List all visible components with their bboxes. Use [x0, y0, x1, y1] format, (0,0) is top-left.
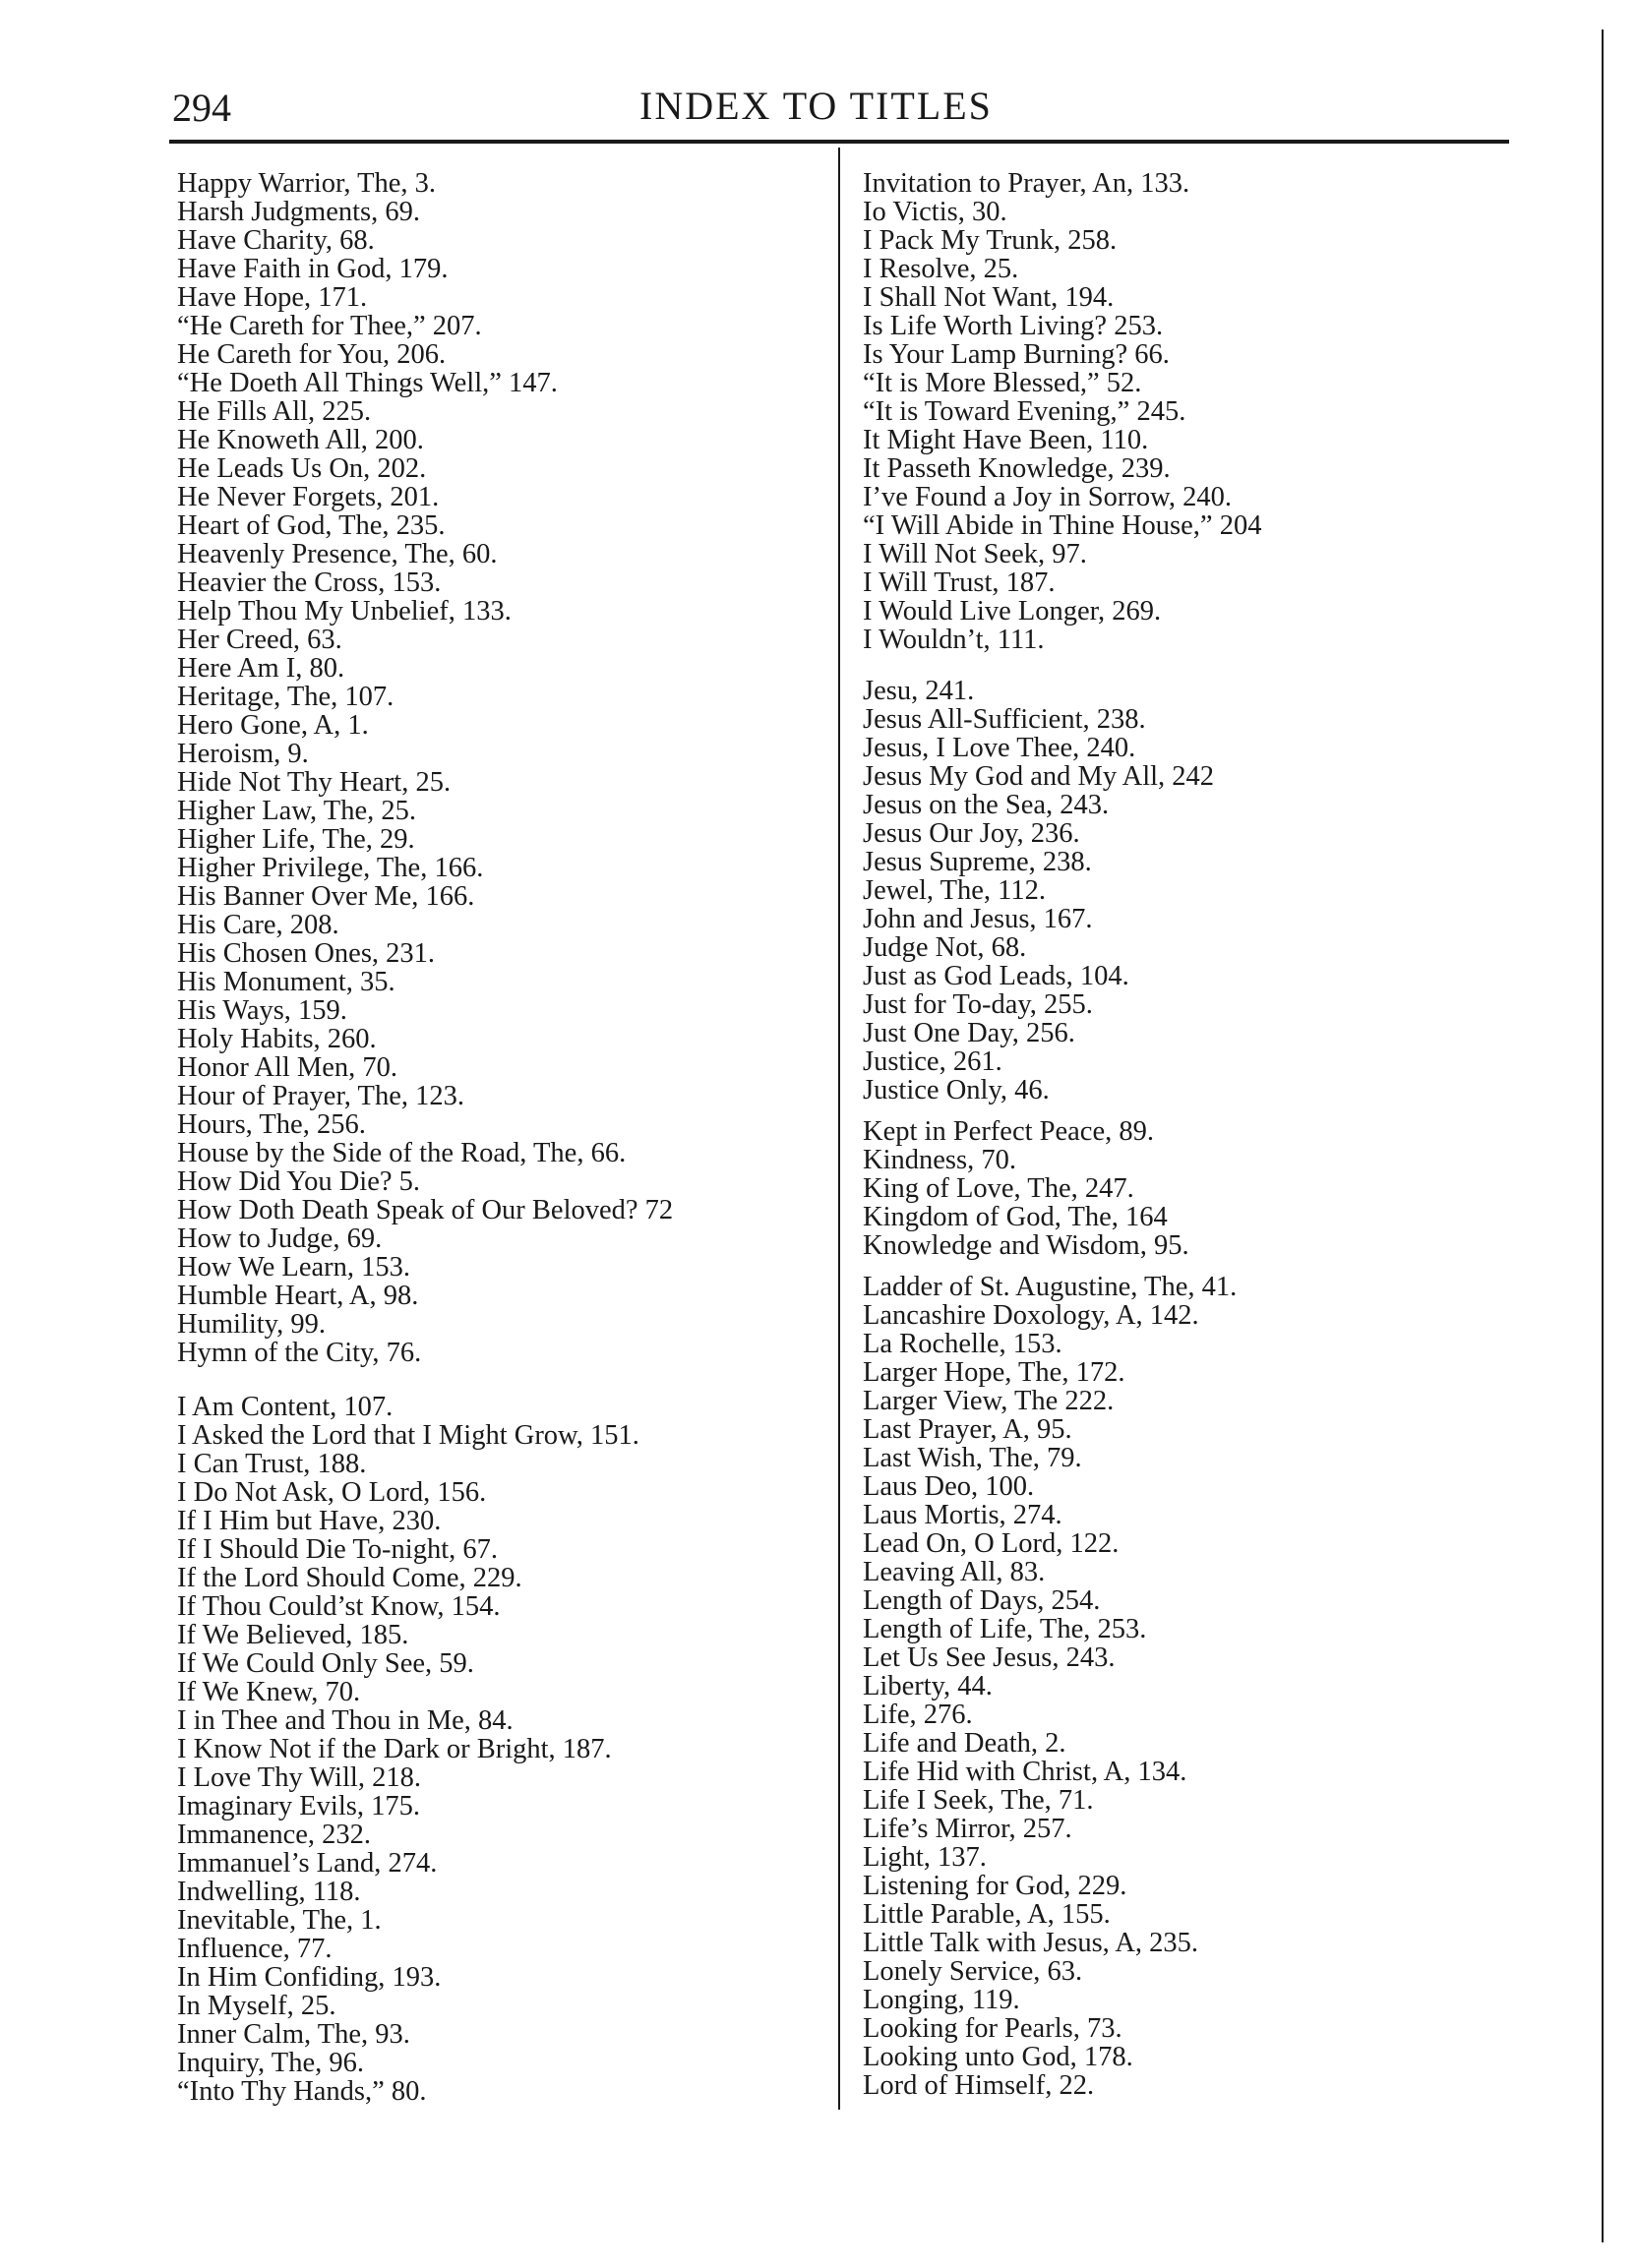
group-spacer — [177, 1367, 826, 1393]
index-entry: I Shall Not Want, 194. — [863, 282, 1115, 313]
index-group-j — [863, 677, 1512, 1104]
index-entry: Indwelling, 118. — [177, 1877, 361, 1907]
index-entry: Jesus on the Sea, 243. — [863, 790, 1110, 820]
index-entry: “He Doeth All Things Well,” 147. — [177, 368, 558, 398]
index-entry: Higher Law, The, 25. — [177, 796, 416, 826]
index-entry: Ladder of St. Augustine, The, 41. — [863, 1272, 1238, 1302]
index-entry: Jesus My God and My All, 242 — [863, 761, 1215, 792]
index-entry: If We Believed, 185. — [177, 1620, 409, 1650]
index-entry: “He Careth for Thee,” 207. — [177, 311, 482, 341]
index-entry: Larger View, The 222. — [863, 1386, 1115, 1416]
index-entry: Let Us See Jesus, 243. — [863, 1642, 1116, 1673]
index-entry: Jesus Our Joy, 236. — [863, 818, 1080, 849]
index-entry: House by the Side of the Road, The, 66. — [177, 1138, 627, 1168]
index-entry: Longing, 119. — [863, 1985, 1020, 2015]
index-entry: “It is More Blessed,” 52. — [863, 368, 1142, 398]
index-entry: Little Talk with Jesus, A, 235. — [863, 1928, 1199, 1958]
index-entry: I Am Content, 107. — [177, 1392, 394, 1422]
index-entry: Jesus All-Sufficient, 238. — [863, 704, 1146, 735]
index-entry: Jesus Supreme, 238. — [863, 847, 1092, 877]
index-entry: Hour of Prayer, The, 123. — [177, 1081, 464, 1111]
index-group-i — [177, 1393, 826, 2106]
index-entry: I Know Not if the Dark or Bright, 187. — [177, 1734, 612, 1764]
index-entry: “I Will Abide in Thine House,” 204 — [863, 510, 1262, 541]
index-entry: I Can Trust, 188. — [177, 1449, 367, 1479]
index-entry: If I Him but Have, 230. — [177, 1506, 442, 1536]
index-entry: Jesus, I Love Thee, 240. — [863, 733, 1136, 763]
index-entry: I Will Trust, 187. — [863, 567, 1056, 598]
index-entry: I Resolve, 25. — [863, 254, 1019, 284]
index-entry: Just for To-day, 255. — [863, 989, 1093, 1020]
index-entry: If Thou Could’st Know, 154. — [177, 1591, 501, 1622]
index-entry: Kingdom of God, The, 164 — [863, 1202, 1168, 1232]
index-entry: “It is Toward Evening,” 245. — [863, 396, 1186, 427]
index-entry: He Never Forgets, 201. — [177, 482, 440, 512]
index-entry: Inevitable, The, 1. — [177, 1905, 382, 1936]
index-entry: Last Wish, The, 79. — [863, 1443, 1082, 1473]
index-entry: Help Thou My Unbelief, 133. — [177, 596, 512, 627]
index-entry: Length of Days, 254. — [863, 1585, 1101, 1616]
header-rule — [169, 140, 1509, 144]
index-entry: Have Hope, 171. — [177, 282, 368, 313]
index-entry: Is Life Worth Living? 253. — [863, 311, 1164, 341]
index-entry: How to Judge, 69. — [177, 1224, 383, 1254]
index-entry: Immanence, 232. — [177, 1820, 372, 1850]
index-entry: Here Am I, 80. — [177, 653, 345, 684]
index-entry: Life, 276. — [863, 1700, 973, 1730]
index-entry: If the Lord Should Come, 229. — [177, 1563, 522, 1593]
index-entry: It Might Have Been, 110. — [863, 425, 1149, 455]
index-entry: Last Prayer, A, 95. — [863, 1414, 1072, 1445]
index-entry: Lonely Service, 63. — [863, 1956, 1083, 1987]
index-entry: Judge Not, 68. — [863, 932, 1027, 963]
index-entry: Invitation to Prayer, An, 133. — [863, 168, 1190, 199]
index-entry: Hours, The, 256. — [177, 1109, 366, 1140]
group-spacer — [863, 654, 1512, 677]
index-entry: Heavenly Presence, The, 60. — [177, 539, 498, 569]
index-entry: Heavier the Cross, 153. — [177, 567, 442, 598]
index-entry: Higher Life, The, 29. — [177, 824, 415, 855]
index-entry: If We Knew, 70. — [177, 1677, 361, 1707]
index-group-h — [177, 169, 826, 1367]
index-entry: Light, 137. — [863, 1842, 987, 1873]
index-entry: Happy Warrior, The, 3. — [177, 168, 437, 199]
index-entry: Listening for God, 229. — [863, 1871, 1127, 1901]
index-entry: I Wouldn’t, 111. — [863, 625, 1045, 655]
index-entry: John and Jesus, 167. — [863, 904, 1093, 934]
index-entry: Life’s Mirror, 257. — [863, 1814, 1072, 1844]
index-entry: In Myself, 25. — [177, 1991, 336, 2021]
index-entry: Influence, 77. — [177, 1934, 333, 1964]
index-entry: Inner Calm, The, 93. — [177, 2019, 410, 2050]
index-entry: If We Could Only See, 59. — [177, 1648, 474, 1679]
index-entry: Life Hid with Christ, A, 134. — [863, 1757, 1187, 1787]
index-group-k — [863, 1117, 1512, 1260]
index-entry: I Do Not Ask, O Lord, 156. — [177, 1477, 487, 1508]
index-entry: In Him Confiding, 193. — [177, 1962, 442, 1993]
index-entry: He Fills All, 225. — [177, 396, 372, 427]
index-entry: Heroism, 9. — [177, 739, 309, 769]
index-entry: Holy Habits, 260. — [177, 1024, 377, 1054]
index-entry: Lancashire Doxology, A, 142. — [863, 1300, 1199, 1331]
index-entry: Heart of God, The, 235. — [177, 510, 446, 541]
index-entry: Kept in Perfect Peace, 89. — [863, 1116, 1154, 1147]
index-entry: Harsh Judgments, 69. — [177, 197, 420, 227]
index-entry: Little Parable, A, 155. — [863, 1899, 1111, 1930]
index-entry: He Leads Us On, 202. — [177, 453, 427, 484]
index-entry: Jewel, The, 112. — [863, 875, 1047, 906]
index-entry: Imaginary Evils, 175. — [177, 1791, 420, 1821]
index-entry: Immanuel’s Land, 274. — [177, 1848, 438, 1879]
index-entry: Humble Heart, A, 98. — [177, 1281, 419, 1311]
page-number: 294 — [172, 86, 231, 130]
index-entry: Have Faith in God, 179. — [177, 254, 449, 284]
index-entry: Humility, 99. — [177, 1309, 326, 1340]
index-entry: Inquiry, The, 96. — [177, 2048, 364, 2078]
index-entry: La Rochelle, 153. — [863, 1329, 1062, 1359]
index-entry: Justice, 261. — [863, 1046, 1002, 1077]
index-entry: Hero Gone, A, 1. — [177, 710, 369, 741]
index-entry: How We Learn, 153. — [177, 1252, 410, 1283]
index-entry: Io Victis, 30. — [863, 197, 1007, 227]
index-entry: His Care, 208. — [177, 910, 339, 940]
column-divider — [838, 148, 840, 2110]
index-entry: “Into Thy Hands,” 80. — [177, 2076, 427, 2107]
index-entry: Just One Day, 256. — [863, 1018, 1075, 1048]
index-entry: I Would Live Longer, 269. — [863, 596, 1162, 627]
index-entry: He Knoweth All, 200. — [177, 425, 424, 455]
index-entry: I Love Thy Will, 218. — [177, 1762, 421, 1793]
index-entry: Kindness, 70. — [863, 1145, 1016, 1175]
index-entry: Hymn of the City, 76. — [177, 1338, 422, 1368]
index-entry: Life I Seek, The, 71. — [863, 1785, 1094, 1816]
index-entry: Looking unto God, 178. — [863, 2042, 1133, 2072]
index-entry: I Asked the Lord that I Might Grow, 151. — [177, 1420, 639, 1451]
index-entry: He Careth for You, 206. — [177, 339, 447, 370]
index-entry: It Passeth Knowledge, 239. — [863, 453, 1171, 484]
index-entry: Length of Life, The, 253. — [863, 1614, 1147, 1644]
page-title: INDEX TO TITLES — [639, 84, 993, 128]
index-entry: Knowledge and Wisdom, 95. — [863, 1230, 1189, 1261]
index-entry: Larger Hope, The, 172. — [863, 1357, 1125, 1388]
index-entry: Lord of Himself, 22. — [863, 2070, 1095, 2101]
index-entry: Jesu, 241. — [863, 676, 975, 706]
left-column — [177, 169, 826, 2106]
index-entry: Have Charity, 68. — [177, 225, 375, 256]
index-entry: Her Creed, 63. — [177, 625, 342, 655]
index-entry: I Will Not Seek, 97. — [863, 539, 1087, 569]
index-entry: Honor All Men, 70. — [177, 1052, 398, 1083]
index-entry: His Monument, 35. — [177, 967, 395, 997]
index-entry: Laus Mortis, 274. — [863, 1500, 1062, 1530]
index-entry: I’ve Found a Joy in Sorrow, 240. — [863, 482, 1232, 512]
index-entry: Lead On, O Lord, 122. — [863, 1528, 1120, 1559]
right-margin-line — [1602, 30, 1604, 2242]
index-entry: I Pack My Trunk, 258. — [863, 225, 1118, 256]
index-entry: If I Should Die To-night, 67. — [177, 1534, 498, 1565]
index-entry: King of Love, The, 247. — [863, 1173, 1134, 1204]
index-entry: Just as God Leads, 104. — [863, 961, 1129, 991]
index-entry: Higher Privilege, The, 166. — [177, 853, 484, 883]
index-entry: Liberty, 44. — [863, 1671, 993, 1701]
index-entry: Hide Not Thy Heart, 25. — [177, 767, 452, 798]
index-entry: His Ways, 159. — [177, 995, 347, 1026]
index-entry: How Did You Die? 5. — [177, 1166, 421, 1197]
index-entry: Life and Death, 2. — [863, 1728, 1066, 1759]
index-entry: His Banner Over Me, 166. — [177, 881, 475, 912]
index-entry: His Chosen Ones, 231. — [177, 938, 436, 969]
index-entry: Looking for Pearls, 73. — [863, 2013, 1122, 2044]
index-entry: Heritage, The, 107. — [177, 682, 394, 712]
index-entry: Justice Only, 46. — [863, 1075, 1050, 1105]
index-entry: Is Your Lamp Burning? 66. — [863, 339, 1170, 370]
index-entry: I in Thee and Thou in Me, 84. — [177, 1705, 514, 1736]
index-group-i-continued — [863, 169, 1512, 654]
index-group-l — [863, 1273, 1512, 2100]
index-entry: Laus Deo, 100. — [863, 1471, 1035, 1502]
right-column — [863, 169, 1512, 2100]
index-entry: How Doth Death Speak of Our Beloved? 72 — [177, 1195, 674, 1225]
index-entry: Leaving All, 83. — [863, 1557, 1046, 1587]
